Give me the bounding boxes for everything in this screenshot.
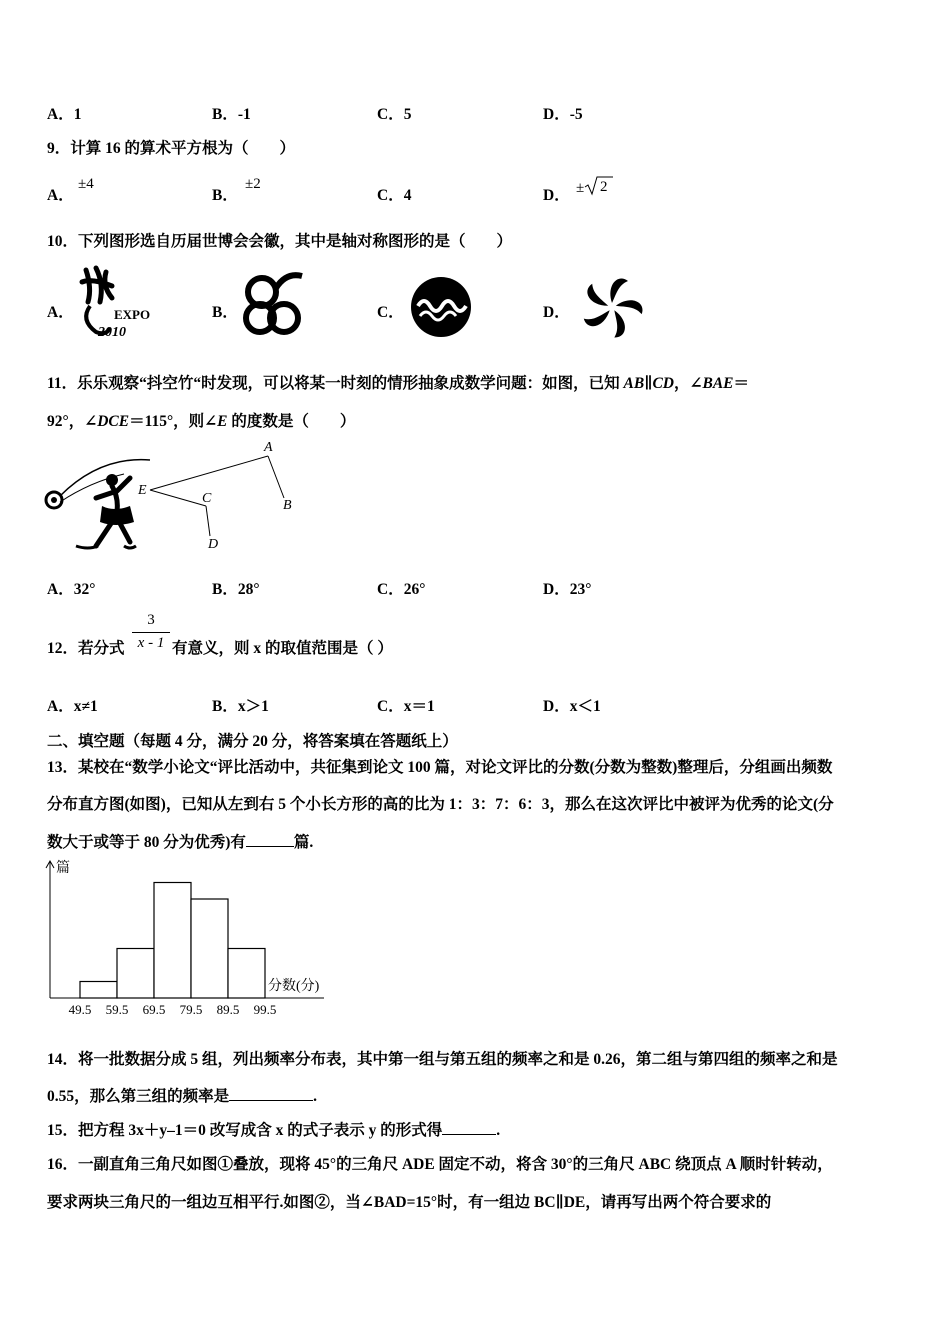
- histogram-bar: [117, 949, 154, 999]
- q8-option-b: B．-1: [212, 106, 251, 123]
- q10-option-a-label: A．: [47, 304, 74, 321]
- q11-stem-line1: [47, 371, 749, 393]
- q11-dce: DCE: [97, 413, 130, 430]
- q9-option-d-label: D．: [543, 187, 570, 204]
- q9-option-a-math: ±4: [78, 176, 94, 192]
- q11-figure: [40, 436, 320, 558]
- q11-e: E: [217, 413, 228, 430]
- q12-option-b: B．x＞1: [212, 698, 269, 715]
- q11-option-b: B．28°: [212, 581, 260, 598]
- q10-option-c-label: C．: [377, 304, 404, 321]
- x-tick-label: 79.5: [179, 1002, 203, 1017]
- histogram-bar: [228, 949, 265, 999]
- point-c-label: C: [202, 491, 212, 506]
- q11-eq: ＝: [733, 375, 750, 392]
- histogram-bar: [154, 883, 191, 999]
- q11-text: 11．乐乐观察“抖空竹“时发现，可以将某一时刻的情形抽象成数学问题：如图，已知: [47, 375, 624, 392]
- q11-bae: BAE: [702, 375, 734, 392]
- q11-cd: CD: [652, 375, 674, 392]
- q12-option-a: A．x≠1: [47, 698, 98, 715]
- wave-emblem-icon: [410, 276, 472, 338]
- radicand: 2: [600, 179, 608, 195]
- answer-blank: [229, 1086, 313, 1101]
- q10-option-b-label: B．: [212, 304, 238, 321]
- point-d-label: D: [208, 537, 219, 552]
- x-tick-label: 49.5: [68, 1002, 92, 1017]
- q11-option-a: A．32°: [47, 581, 96, 598]
- q14-line2: [47, 1084, 317, 1106]
- histogram-chart: [40, 856, 340, 1020]
- q14-line2-post: .: [313, 1088, 318, 1105]
- q12-denominator: x - 1: [132, 632, 170, 652]
- q12-stem-post: 有意义，则 x 的取值范围是（ ）: [172, 640, 393, 657]
- q13-line3: [47, 830, 313, 852]
- q12-stem-pre: 12．若分式: [47, 640, 125, 657]
- q11-option-d: D．23°: [543, 581, 592, 598]
- q12-option-d: D．x＜1: [543, 698, 601, 715]
- q15-line: [47, 1118, 500, 1140]
- square-root-icon: [584, 174, 614, 196]
- q9-option-a-label: A．: [47, 187, 74, 204]
- x-tick-label: 59.5: [105, 1002, 129, 1017]
- q14-line1: 14．将一批数据分成 5 组，列出频率分布表，其中第一组与第五组的频率之和是 0.26，第二组与第四组的频率之和是: [47, 1051, 838, 1068]
- histogram-bar: [80, 982, 117, 999]
- q16-line1: 16．一副直角三角尺如图①叠放，现将 45°的三角尺 ADE 固定不动，将含 30°的三角尺 ABC 绕顶点 A 顺时针转动，: [47, 1156, 833, 1173]
- line-ec: [150, 490, 206, 506]
- flower-emblem-icon: [572, 272, 652, 342]
- q12-option-c: C．x＝1: [377, 698, 435, 715]
- q12-numerator: 3: [147, 612, 155, 628]
- q9-option-b-math: ±2: [245, 176, 261, 192]
- q10-option-d-label: D．: [543, 304, 570, 321]
- x-tick-label: 69.5: [142, 1002, 166, 1017]
- q11-option-c: C．26°: [377, 581, 426, 598]
- x-axis-label: 分数(分): [268, 979, 320, 994]
- q10-stem: 10．下列图形选自历届世博会会徽，其中是轴对称图形的是（ ）: [47, 233, 513, 250]
- expo-text: EXPO: [114, 307, 151, 322]
- q11-text: 92°，∠: [47, 413, 98, 430]
- q9-option-c: C．4: [377, 187, 412, 204]
- q14-line2-text: 0.55，那么第三组的频率是: [47, 1088, 230, 1105]
- x-tick-label: 89.5: [216, 1002, 240, 1017]
- expo-2010-emblem-icon: [76, 262, 156, 340]
- section-heading: 二、填空题（每题 4 分，满分 20 分，将答案填在答题纸上）: [47, 733, 458, 750]
- q8-option-c: C．5: [377, 106, 412, 123]
- answer-blank: [246, 832, 294, 847]
- q13-line2: 分布直方图(如图)，已知从左到右 5 个小长方形的高的比为 1：3：7：6：3，那么在这次评比中被评为优秀的论文(分: [47, 796, 834, 813]
- q11-stem-line2: [47, 409, 355, 431]
- q11-text: 的度数是（ ）: [227, 413, 356, 430]
- histogram-bar: [191, 899, 228, 998]
- line-ea: [150, 456, 268, 490]
- expo-year: 2010: [98, 325, 126, 340]
- q11-text: ，∠: [673, 375, 703, 392]
- q11-ab: AB: [623, 375, 645, 392]
- q12-fraction: [132, 612, 170, 652]
- answer-blank: [442, 1120, 496, 1135]
- q9-option-d-math: [576, 174, 614, 197]
- point-e-label: E: [138, 483, 147, 498]
- q11-text: ＝115°，则∠: [129, 413, 218, 430]
- q13-line3-post: 篇.: [293, 834, 314, 851]
- point-a-label: A: [264, 440, 273, 455]
- q9-stem: 9．计算 16 的算术平方根为（ ）: [47, 140, 296, 157]
- q15-post: .: [496, 1122, 501, 1139]
- q13-line1: 13．某校在“数学小论文“评比活动中，共征集到论文 100 篇，对论文评比的分数(分数为整数)整理后，分组画出频数: [47, 759, 833, 776]
- line-cd: [206, 506, 210, 536]
- q13-line3-text: 数大于或等于 80 分为优秀)有: [47, 834, 246, 851]
- q16-line2: 要求两块三角尺的一组边互相平行.如图②，当∠BAD=15°时，有一组边 BC∥DE，请再写出两个符合要求的: [47, 1194, 772, 1211]
- q8-option-a: A．1: [47, 106, 82, 123]
- x-tick-label: 99.5: [253, 1002, 277, 1017]
- diabolo-player-illustration: [46, 460, 150, 548]
- y-axis-label: 篇: [56, 861, 70, 876]
- plus-minus-sign: ±: [576, 180, 585, 196]
- line-ab: [268, 456, 284, 498]
- q11-parallel: ∥: [644, 375, 653, 392]
- q15-text: 15．把方程 3x＋y–1＝0 改写成含 x 的式子表示 y 的形式得: [47, 1122, 443, 1139]
- q8-option-d: D．-5: [543, 106, 583, 123]
- q9-option-b-label: B．: [212, 187, 238, 204]
- point-b-label: B: [283, 498, 292, 513]
- knot-emblem-icon: [240, 268, 310, 340]
